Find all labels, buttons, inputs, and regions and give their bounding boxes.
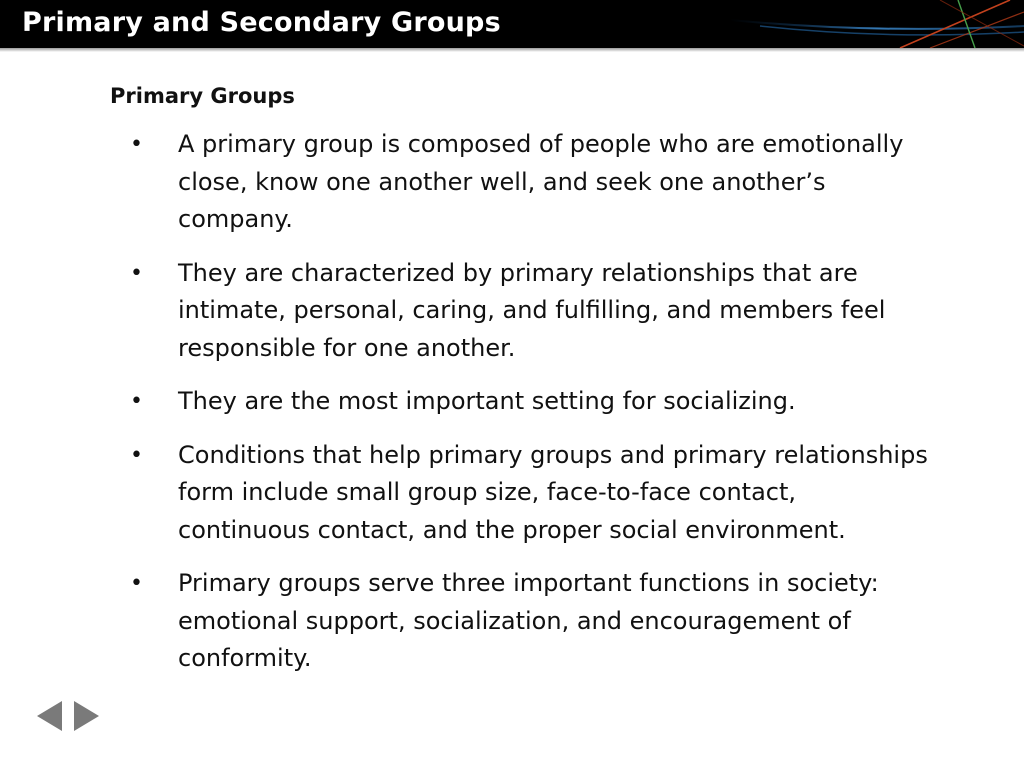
bullet-text-3: They are the most important setting for socializing. (178, 387, 796, 415)
bullet-item-3 (130, 383, 930, 421)
previous-slide-button[interactable] (36, 700, 64, 732)
bullet-marker: • (130, 260, 143, 286)
slide-navigation (36, 700, 100, 732)
slide-title: Primary and Secondary Groups (22, 7, 501, 38)
bullet-text-4: Conditions that help primary groups and primary relationships form include small group size, face-to-face contact, continuous contact, and the proper social environment. (178, 440, 928, 544)
bullet-item-5 (130, 565, 930, 678)
title-bar (0, 0, 1024, 48)
bullet-marker: • (130, 571, 143, 596)
next-slide-button[interactable] (72, 700, 100, 732)
bullet-item-1 (130, 126, 930, 239)
bullet-text-1: A primary group is composed of people who are emotionally close, know one another well, and seek one another’s company. (178, 130, 904, 233)
header-divider (0, 48, 1024, 52)
triangle-left-icon (36, 700, 64, 732)
bullet-text-2: They are characterized by primary relationships that are intimate, personal, caring, and fulfilling, and members feel responsible for one another. (178, 258, 886, 362)
section-heading: Primary Groups (110, 84, 295, 108)
triangle-right-icon (72, 700, 100, 732)
bullet-list (130, 126, 930, 678)
bullet-marker: • (130, 132, 143, 157)
bullet-text-5: Primary groups serve three important functions in society: emotional support, socialization, and encouragement of conformity. (178, 569, 879, 672)
bullet-marker: • (130, 442, 143, 468)
bullet-marker: • (130, 389, 143, 414)
bullet-item-2 (130, 255, 930, 368)
bullet-item-4 (130, 437, 930, 550)
